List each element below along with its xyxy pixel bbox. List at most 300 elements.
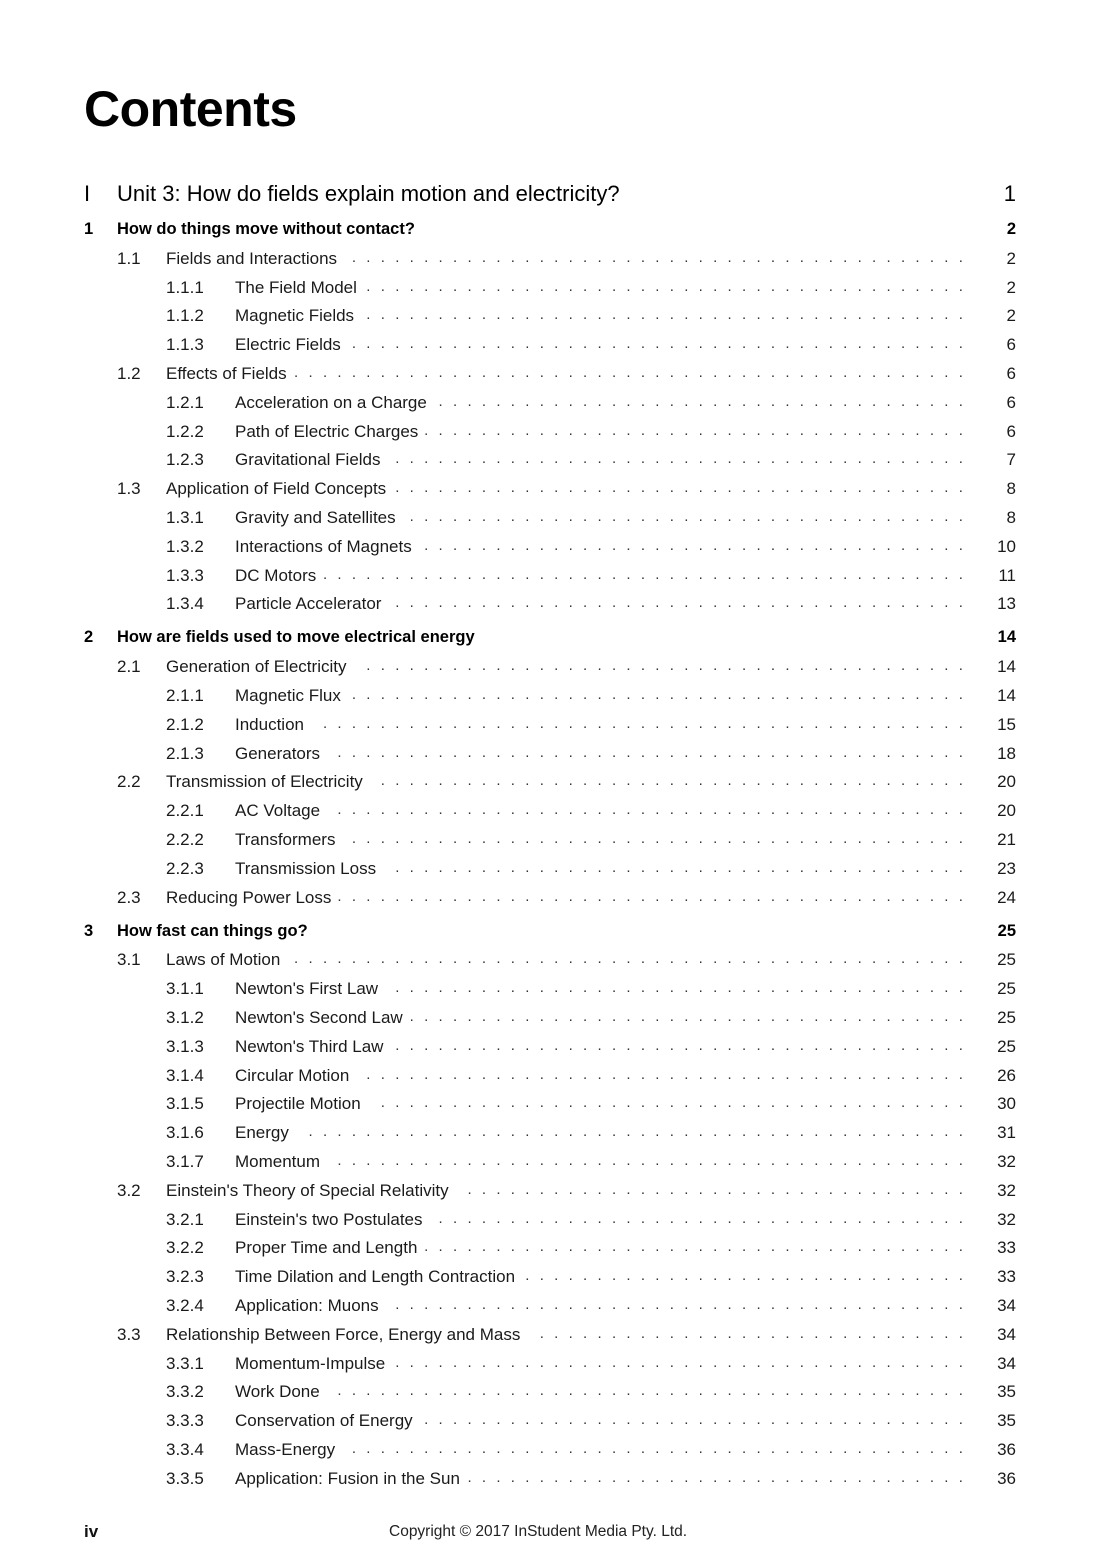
toc-entry-title[interactable]: Projectile Motion xyxy=(235,1094,361,1114)
toc-entry-title[interactable]: Induction xyxy=(235,714,304,734)
leader-dot: . xyxy=(828,594,833,612)
toc-entry-subsection[interactable] xyxy=(0,566,1100,590)
leader-dot: . xyxy=(424,657,429,675)
leader-dot: . xyxy=(843,714,848,732)
toc-entry-page[interactable]: 13 xyxy=(997,594,1016,614)
toc-entry-title[interactable]: Effects of Fields xyxy=(166,364,287,383)
leader-dot: . xyxy=(669,1324,674,1342)
toc-entry-subsection[interactable] xyxy=(0,393,1100,417)
toc-entry-subsection[interactable] xyxy=(0,537,1100,561)
toc-entry-page[interactable]: 8 xyxy=(1006,508,1016,527)
leader-dot: . xyxy=(351,1123,357,1141)
toc-entry-page[interactable]: 7 xyxy=(1006,450,1016,470)
toc-entry-subsection[interactable] xyxy=(0,278,1100,302)
leader-dot: . xyxy=(597,830,602,847)
leader-dot: . xyxy=(843,1296,848,1313)
toc-entry-subsection[interactable] xyxy=(0,1037,1100,1061)
leader-dot: . xyxy=(554,248,559,266)
leader-dot: . xyxy=(409,335,414,353)
toc-entry-page[interactable]: 36 xyxy=(997,1440,1016,1459)
leader-dot: . xyxy=(828,979,833,997)
toc-entry-number: 2.1.1 xyxy=(166,686,204,705)
toc-entry-page[interactable]: 18 xyxy=(997,743,1016,763)
toc-entry-page[interactable]: 25 xyxy=(997,921,1016,940)
leader-dot: . xyxy=(597,1180,602,1198)
leader-dot: . xyxy=(698,979,703,997)
leader-dot: . xyxy=(713,1036,718,1054)
leader-dot: . xyxy=(698,1094,703,1112)
leader-dot: . xyxy=(742,1123,747,1141)
toc-entry-subsection[interactable] xyxy=(0,335,1100,359)
toc-entry-page[interactable]: 15 xyxy=(997,714,1016,734)
leader-dot: . xyxy=(640,1036,646,1054)
toc-entry-page[interactable]: 35 xyxy=(997,1382,1016,1402)
toc-entry-title[interactable]: The Field Model xyxy=(235,277,357,297)
toc-entry-title[interactable]: Einstein's Theory of Special Relativity xyxy=(166,1180,449,1200)
toc-entry-title[interactable]: Circular Motion xyxy=(235,1065,350,1085)
toc-entry-page[interactable]: 8 xyxy=(1006,479,1016,499)
leader-dot: . xyxy=(467,1440,472,1457)
leader-dot: . xyxy=(380,565,385,583)
toc-entry-page[interactable]: 32 xyxy=(997,1209,1016,1229)
leader-dot: . xyxy=(583,1324,588,1342)
leader-dot: . xyxy=(958,277,963,295)
toc-entry-page[interactable]: 35 xyxy=(997,1411,1016,1431)
leader-dot: . xyxy=(756,1036,761,1054)
toc-entry-number: 3 xyxy=(84,921,94,940)
leader-dot: . xyxy=(395,335,400,353)
leader-dot: . xyxy=(713,1267,718,1285)
toc-entry-title[interactable]: Magnetic Flux xyxy=(235,686,341,705)
toc-entry-section[interactable] xyxy=(0,479,1100,503)
leader-dot: . xyxy=(684,1468,689,1486)
leader-dot: . xyxy=(915,858,920,876)
toc-entry-number: 3.1.7 xyxy=(166,1152,204,1171)
leader-dot: . xyxy=(756,714,761,732)
leader-dot: . xyxy=(742,335,747,353)
toc-entry-chapter[interactable] xyxy=(0,628,1100,652)
leader-dot: . xyxy=(438,743,443,761)
toc-entry-title[interactable]: Mass-Energy xyxy=(235,1440,336,1459)
toc-entry-title[interactable]: How do things move without contact? xyxy=(117,220,415,238)
leader-dot: . xyxy=(799,743,804,761)
toc-entry-page[interactable]: 6 xyxy=(1006,335,1016,355)
toc-entry-title[interactable]: Relationship Between Force, Energy and Mass xyxy=(166,1324,521,1344)
leader-dot: . xyxy=(583,421,588,439)
toc-entry-title[interactable]: Conservation of Energy xyxy=(235,1411,413,1431)
toc-entry-page[interactable]: 31 xyxy=(997,1123,1016,1143)
toc-entry-title[interactable]: Unit 3: How do fields explain motion and electricity? xyxy=(117,181,620,206)
toc-entry-section[interactable] xyxy=(0,1325,1100,1349)
toc-entry-page[interactable]: 36 xyxy=(997,1468,1016,1488)
toc-entry-page[interactable]: 26 xyxy=(997,1065,1016,1085)
dot-leader xyxy=(0,715,1100,739)
toc-entry-title[interactable]: AC Voltage xyxy=(235,801,321,821)
toc-entry-subsection[interactable] xyxy=(0,686,1100,710)
leader-dot: . xyxy=(958,979,963,997)
leader-dot: . xyxy=(929,1468,935,1486)
leader-dot: . xyxy=(597,1123,602,1141)
leader-dot: . xyxy=(886,714,891,732)
leader-dot: . xyxy=(742,1411,747,1429)
toc-entry-subsection[interactable] xyxy=(0,594,1100,618)
toc-entry-subsection[interactable] xyxy=(0,715,1100,739)
leader-dot: . xyxy=(510,1209,515,1227)
toc-entry-page[interactable]: 10 xyxy=(997,536,1016,556)
leader-dot: . xyxy=(496,1036,501,1054)
leader-dot: . xyxy=(611,686,617,703)
leader-dot: . xyxy=(785,772,790,790)
leader-dot: . xyxy=(727,277,732,295)
toc-entry-subsection[interactable] xyxy=(0,1123,1100,1147)
toc-entry-number: 2.1 xyxy=(117,657,141,677)
toc-entry-title[interactable]: How are fields used to move electrical energy xyxy=(117,628,475,647)
toc-entry-title[interactable]: Momentum-Impulse xyxy=(235,1353,386,1373)
toc-entry-title[interactable]: Interactions of Magnets xyxy=(235,536,412,556)
leader-dot: . xyxy=(366,801,371,819)
leader-dot: . xyxy=(944,1123,949,1141)
leader-dot: . xyxy=(915,772,920,790)
toc-entry-title[interactable]: Application: Fusion in the Sun xyxy=(235,1468,460,1488)
toc-entry-subsection[interactable] xyxy=(0,1267,1100,1291)
leader-dot: . xyxy=(742,1267,747,1285)
leader-dot: . xyxy=(886,1008,891,1025)
toc-entry-title[interactable]: Time Dilation and Length Contraction xyxy=(235,1267,516,1287)
leader-dot: . xyxy=(900,277,906,295)
leader-dot: . xyxy=(669,657,674,675)
leader-dot: . xyxy=(438,536,443,554)
toc-entry-subsection[interactable] xyxy=(0,830,1100,854)
toc-entry-subsection[interactable] xyxy=(0,1296,1100,1320)
leader-dot: . xyxy=(958,1440,963,1457)
leader-dot: . xyxy=(684,536,689,554)
leader-dot: . xyxy=(395,565,400,583)
leader-dot: . xyxy=(525,657,530,675)
leader-dot: . xyxy=(872,950,877,968)
leader-dot: . xyxy=(698,1152,703,1169)
leader-dot: . xyxy=(828,536,833,554)
toc-entry-title[interactable]: Newton's Third Law xyxy=(235,1036,384,1056)
toc-entry-title[interactable]: Gravity and Satellites xyxy=(235,508,396,527)
leader-dot: . xyxy=(684,1238,689,1256)
toc-entry-title[interactable]: Generators xyxy=(235,743,321,763)
toc-entry-title[interactable]: Newton's Second Law xyxy=(235,1008,403,1027)
toc-entry-page[interactable]: 6 xyxy=(1006,421,1016,441)
leader-dot: . xyxy=(395,830,400,847)
toc-entry-title[interactable]: Electric Fields xyxy=(235,335,341,355)
leader-dot: . xyxy=(438,772,443,790)
toc-entry-subsection[interactable] xyxy=(0,1382,1100,1406)
leader-dot: . xyxy=(395,1152,400,1169)
toc-entry-part[interactable] xyxy=(0,181,1100,211)
toc-entry-page[interactable]: 34 xyxy=(997,1296,1016,1315)
leader-dot: . xyxy=(453,950,458,968)
dot-leader xyxy=(0,1238,1100,1262)
leader-dot: . xyxy=(929,858,935,876)
toc-entry-subsection[interactable] xyxy=(0,1210,1100,1234)
toc-entry-subsection[interactable] xyxy=(0,422,1100,446)
leader-dot: . xyxy=(554,714,559,732)
leader-dot: . xyxy=(597,565,602,583)
leader-dot: . xyxy=(727,1296,732,1313)
leader-dot: . xyxy=(409,306,414,324)
toc-entry-page[interactable]: 32 xyxy=(997,1152,1016,1171)
toc-entry-page[interactable]: 14 xyxy=(997,628,1016,647)
leader-dot: . xyxy=(554,1065,559,1083)
toc-entry-title[interactable]: Proper Time and Length xyxy=(235,1238,418,1258)
leader-dot: . xyxy=(785,508,790,525)
toc-entry-subsection[interactable] xyxy=(0,1066,1100,1090)
leader-dot: . xyxy=(799,1440,804,1457)
toc-entry-page[interactable]: 34 xyxy=(997,1353,1016,1373)
leader-dot: . xyxy=(510,1353,515,1371)
leader-dot: . xyxy=(481,657,487,675)
toc-entry-section[interactable] xyxy=(0,249,1100,273)
toc-entry-title[interactable]: Particle Accelerator xyxy=(235,594,382,614)
leader-dot: . xyxy=(770,1411,776,1429)
leader-dot: . xyxy=(900,1209,906,1227)
toc-entry-subsection[interactable] xyxy=(0,979,1100,1003)
toc-entry-section[interactable] xyxy=(0,772,1100,796)
leader-dot: . xyxy=(626,830,631,847)
toc-entry-page[interactable]: 2 xyxy=(1006,306,1016,326)
toc-entry-title[interactable]: Reducing Power Loss xyxy=(166,887,332,907)
toc-entry-page[interactable]: 2 xyxy=(1006,220,1016,238)
toc-entry-page[interactable]: 11 xyxy=(998,565,1016,585)
toc-entry-page[interactable]: 32 xyxy=(997,1180,1016,1200)
leader-dot: . xyxy=(814,248,819,266)
toc-entry-page[interactable]: 34 xyxy=(997,1324,1016,1344)
toc-entry-subsection[interactable] xyxy=(0,744,1100,768)
leader-dot: . xyxy=(481,1123,487,1141)
leader-dot: . xyxy=(727,1353,732,1371)
leader-dot: . xyxy=(713,1353,718,1371)
leader-dot: . xyxy=(872,536,877,554)
toc-entry-subsection[interactable] xyxy=(0,1354,1100,1378)
toc-entry-title[interactable]: Transformers xyxy=(235,830,336,849)
leader-dot: . xyxy=(742,830,747,847)
toc-entry-subsection[interactable] xyxy=(0,1469,1100,1493)
leader-dot: . xyxy=(655,594,660,612)
leader-dot: . xyxy=(597,772,602,790)
leader-dot: . xyxy=(554,1324,559,1342)
leader-dot: . xyxy=(799,1411,804,1429)
leader-dot: . xyxy=(886,1468,891,1486)
leader-dot: . xyxy=(886,1123,891,1141)
toc-entry-chapter[interactable] xyxy=(0,922,1100,946)
toc-entry-title[interactable]: Work Done xyxy=(235,1382,320,1402)
toc-entry-title[interactable]: Gravitational Fields xyxy=(235,450,381,470)
leader-dot: . xyxy=(684,950,689,968)
leader-dot: . xyxy=(554,1267,559,1285)
leader-dot: . xyxy=(510,594,515,612)
leader-dot: . xyxy=(742,858,747,876)
leader-dot: . xyxy=(900,1238,906,1256)
leader-dot: . xyxy=(944,306,949,324)
leader-dot: . xyxy=(915,450,920,468)
leader-dot: . xyxy=(958,1411,963,1429)
leader-dot: . xyxy=(727,801,732,819)
toc-entry-page[interactable]: 23 xyxy=(997,858,1016,878)
toc-entry-title[interactable]: Transmission of Electricity xyxy=(166,772,363,792)
toc-entry-page[interactable]: 21 xyxy=(997,830,1016,849)
leader-dot: . xyxy=(626,950,631,968)
toc-entry-title[interactable]: Laws of Motion xyxy=(166,950,281,970)
toc-entry-subsection[interactable] xyxy=(0,1094,1100,1118)
toc-entry-subsection[interactable] xyxy=(0,1008,1100,1032)
toc-entry-page[interactable]: 25 xyxy=(997,979,1016,999)
leader-dot: . xyxy=(814,450,819,468)
leader-dot: . xyxy=(684,858,689,876)
leader-dot: . xyxy=(583,1094,588,1112)
leader-dot: . xyxy=(568,508,573,525)
toc-entry-title[interactable]: Momentum xyxy=(235,1152,321,1171)
toc-entry-page[interactable]: 25 xyxy=(997,1036,1016,1056)
toc-entry-title[interactable]: Einstein's two Postulates xyxy=(235,1209,423,1229)
leader-dot: . xyxy=(481,1238,487,1256)
toc-entry-page[interactable]: 30 xyxy=(997,1094,1016,1114)
leader-dot: . xyxy=(958,1353,963,1371)
leader-dot: . xyxy=(756,335,761,353)
leader-dot: . xyxy=(958,1152,963,1169)
leader-dot: . xyxy=(366,306,371,324)
toc-entry-subsection[interactable] xyxy=(0,508,1100,532)
leader-dot: . xyxy=(380,306,385,324)
leader-dot: . xyxy=(669,479,674,497)
toc-entry-title[interactable]: Magnetic Fields xyxy=(235,306,355,326)
leader-dot: . xyxy=(510,887,515,905)
toc-entry-page[interactable]: 20 xyxy=(997,801,1016,821)
leader-dot: . xyxy=(554,364,559,381)
leader-dot: . xyxy=(554,1440,559,1457)
leader-dot: . xyxy=(496,1065,501,1083)
leader-dot: . xyxy=(900,830,906,847)
leader-dot: . xyxy=(351,950,357,968)
leader-dot: . xyxy=(481,743,487,761)
leader-dot: . xyxy=(510,565,515,583)
leader-dot: . xyxy=(713,306,718,324)
leader-dot: . xyxy=(799,1353,804,1371)
leader-dot: . xyxy=(742,1382,747,1400)
leader-dot: . xyxy=(481,1411,487,1429)
leader-dot: . xyxy=(886,536,891,554)
toc-entry-title[interactable]: Energy xyxy=(235,1123,289,1143)
leader-dot: . xyxy=(640,858,646,876)
leader-dot: . xyxy=(481,479,487,497)
toc-entry-title[interactable]: Generation of Electricity xyxy=(166,657,347,677)
leader-dot: . xyxy=(626,1036,631,1054)
leader-dot: . xyxy=(308,364,313,381)
leader-dot: . xyxy=(785,1353,790,1371)
toc-entry-page[interactable]: 20 xyxy=(997,772,1016,792)
toc-entry-page[interactable]: 6 xyxy=(1006,364,1016,383)
toc-entry-subsection[interactable] xyxy=(0,450,1100,474)
toc-entry-section[interactable] xyxy=(0,1181,1100,1205)
toc-entry-subsection[interactable] xyxy=(0,801,1100,825)
toc-entry-page[interactable]: 6 xyxy=(1006,392,1016,412)
leader-dot: . xyxy=(611,772,617,790)
leader-dot: . xyxy=(655,1152,660,1169)
toc-entry-title[interactable]: Application of Field Concepts xyxy=(166,479,387,499)
leader-dot: . xyxy=(915,1353,920,1371)
toc-entry-title[interactable]: How fast can things go? xyxy=(117,921,308,940)
leader-dot: . xyxy=(727,1036,732,1054)
toc-entry-subsection[interactable] xyxy=(0,859,1100,883)
leader-dot: . xyxy=(539,1238,544,1256)
toc-entry-page[interactable]: 25 xyxy=(997,1008,1016,1027)
leader-dot: . xyxy=(929,364,935,381)
toc-entry-title[interactable]: Fields and Interactions xyxy=(166,248,338,268)
toc-entry-title[interactable]: Application: Muons xyxy=(235,1296,379,1315)
leader-dot: . xyxy=(597,277,602,295)
toc-entry-subsection[interactable] xyxy=(0,306,1100,330)
toc-entry-number: 3.2.3 xyxy=(166,1267,204,1287)
toc-entry-page[interactable]: 33 xyxy=(997,1267,1016,1287)
leader-dot: . xyxy=(554,743,559,761)
leader-dot: . xyxy=(770,1468,776,1486)
toc-entry-chapter[interactable] xyxy=(0,220,1100,244)
leader-dot: . xyxy=(481,536,487,554)
toc-entry-section[interactable] xyxy=(0,364,1100,388)
leader-dot: . xyxy=(900,450,906,468)
dot-leader xyxy=(0,1411,1100,1435)
leader-dot: . xyxy=(886,1180,891,1198)
leader-dot: . xyxy=(684,1094,689,1112)
toc-entry-section[interactable] xyxy=(0,888,1100,912)
leader-dot: . xyxy=(785,335,790,353)
toc-entry-page[interactable]: 14 xyxy=(997,657,1016,677)
leader-dot: . xyxy=(857,508,862,525)
toc-entry-number: 2.1.2 xyxy=(166,714,204,734)
toc-entry-subsection[interactable] xyxy=(0,1238,1100,1262)
toc-entry-title[interactable]: DC Motors xyxy=(235,565,317,585)
leader-dot: . xyxy=(828,1152,833,1169)
leader-dot: . xyxy=(655,277,660,295)
toc-entry-page[interactable]: 1 xyxy=(1003,181,1016,206)
leader-dot: . xyxy=(727,830,732,847)
leader-dot: . xyxy=(438,1036,443,1054)
leader-dot: . xyxy=(727,364,732,381)
leader-dot: . xyxy=(424,772,429,790)
toc-entry-title[interactable]: Transmission Loss xyxy=(235,858,377,878)
toc-entry-page[interactable]: 24 xyxy=(997,887,1016,907)
toc-entry-title[interactable]: Path of Electric Charges xyxy=(235,421,419,441)
toc-entry-section[interactable] xyxy=(0,657,1100,681)
leader-dot: . xyxy=(799,565,804,583)
toc-entry-subsection[interactable] xyxy=(0,1440,1100,1464)
toc-entry-title[interactable]: Newton's First Law xyxy=(235,979,379,999)
toc-entry-subsection[interactable] xyxy=(0,1152,1100,1176)
leader-dot: . xyxy=(900,950,906,968)
leader-dot: . xyxy=(785,743,790,761)
leader-dot: . xyxy=(872,248,877,266)
leader-dot: . xyxy=(597,657,602,675)
toc-entry-page[interactable]: 14 xyxy=(997,686,1016,705)
toc-entry-page[interactable]: 25 xyxy=(997,950,1016,970)
toc-entry-page[interactable]: 2 xyxy=(1006,277,1016,297)
leader-dot: . xyxy=(929,1065,935,1083)
leader-dot: . xyxy=(684,979,689,997)
toc-entry-subsection[interactable] xyxy=(0,1411,1100,1435)
toc-entry-title[interactable]: Acceleration on a Charge xyxy=(235,392,427,412)
toc-entry-page[interactable]: 33 xyxy=(997,1238,1016,1258)
leader-dot: . xyxy=(467,1296,472,1313)
toc-entry-page[interactable]: 2 xyxy=(1006,248,1016,268)
leader-dot: . xyxy=(785,801,790,819)
leader-dot: . xyxy=(958,248,963,266)
leader-dot: . xyxy=(424,1382,429,1400)
toc-entry-section[interactable] xyxy=(0,950,1100,974)
